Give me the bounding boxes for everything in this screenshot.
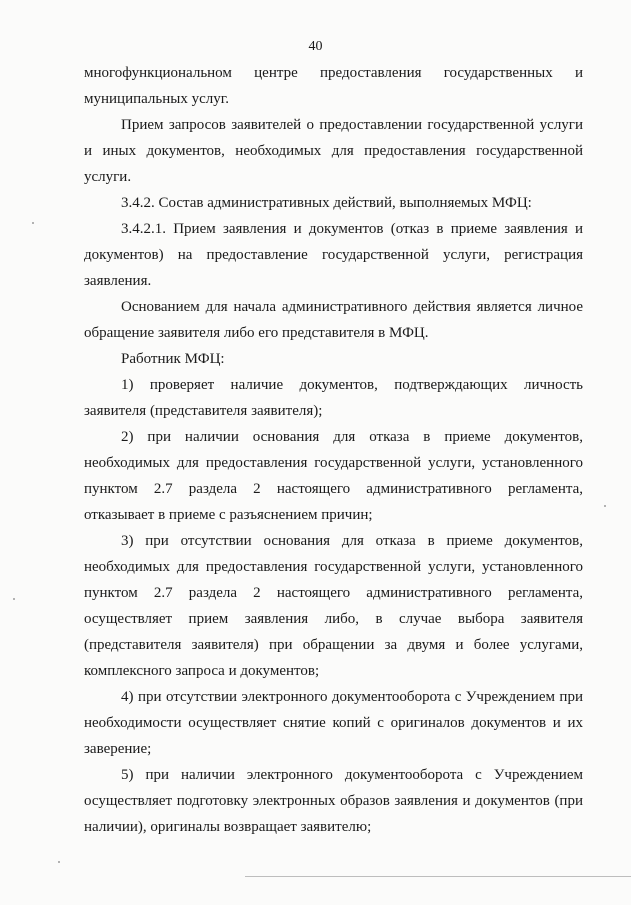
scan-artifact-line — [245, 876, 631, 877]
list-item-3: 3) при отсутствии основания для отказа в приеме документов, — [121, 533, 583, 549]
text-line: заявителя (представителя заявителя); — [84, 403, 323, 419]
list-item-4: 4) при отсутствии электронного документооборота с Учреждением при — [121, 689, 583, 705]
page-number: 40 — [308, 39, 323, 54]
text-line: пунктом 2.7 раздела 2 настоящего административного регламента, — [84, 585, 583, 601]
text-line: муниципальных услуг. — [84, 91, 229, 107]
text-line: отказывает в приеме с разъяснением причин; — [84, 507, 373, 523]
paragraph-first-line: Прием запросов заявителей о предоставлении государственной услуги — [121, 117, 583, 133]
section-heading: 3.4.2. Состав административных действий, выполняемых МФЦ: — [121, 195, 532, 211]
paragraph-first-line: Основанием для начала административного действия является личное — [121, 299, 583, 315]
paragraph-first-line: Работник МФЦ: — [121, 351, 225, 367]
scan-artifact-dot — [13, 598, 15, 600]
scan-artifact-dot — [58, 861, 60, 863]
scan-artifact-dot — [32, 222, 34, 224]
text-line: необходимости осуществляет снятие копий с оригиналов документов и их — [84, 715, 583, 731]
text-line: (представителя заявителя) при обращении за двумя и более услугами, — [84, 637, 583, 653]
list-item-5: 5) при наличии электронного документооборота с Учреждением — [121, 767, 583, 783]
list-item-1: 1) проверяет наличие документов, подтверждающих личность — [121, 377, 583, 393]
text-line: обращение заявителя либо его представителя в МФЦ. — [84, 325, 429, 341]
text-line: и иных документов, необходимых для предоставления государственной — [84, 143, 583, 159]
text-line: необходимых для предоставления государственной услуги, установленного — [84, 455, 583, 471]
scan-artifact-dot — [604, 505, 606, 507]
text-line: необходимых для предоставления государственной услуги, установленного — [84, 559, 583, 575]
text-line: осуществляет подготовку электронных образов заявления и документов (при — [84, 793, 583, 809]
text-line: многофункциональном центре предоставления государственных и — [84, 65, 583, 81]
text-line: заявления. — [84, 273, 152, 289]
text-line: наличии), оригиналы возвращает заявителю; — [84, 819, 372, 835]
paragraph-first-line: 3.4.2.1. Прием заявления и документов (отказ в приеме заявления и — [121, 221, 583, 237]
text-line: осуществляет прием заявления либо, в случае выбора заявителя — [84, 611, 583, 627]
text-line: заверение; — [84, 741, 152, 757]
text-line: комплексного запроса и документов; — [84, 663, 320, 679]
text-line: услуги. — [84, 169, 132, 185]
list-item-2: 2) при наличии основания для отказа в приеме документов, — [121, 429, 583, 445]
text-line: пунктом 2.7 раздела 2 настоящего административного регламента, — [84, 481, 583, 497]
text-line: документов) на предоставление государственной услуги, регистрация — [84, 247, 583, 263]
